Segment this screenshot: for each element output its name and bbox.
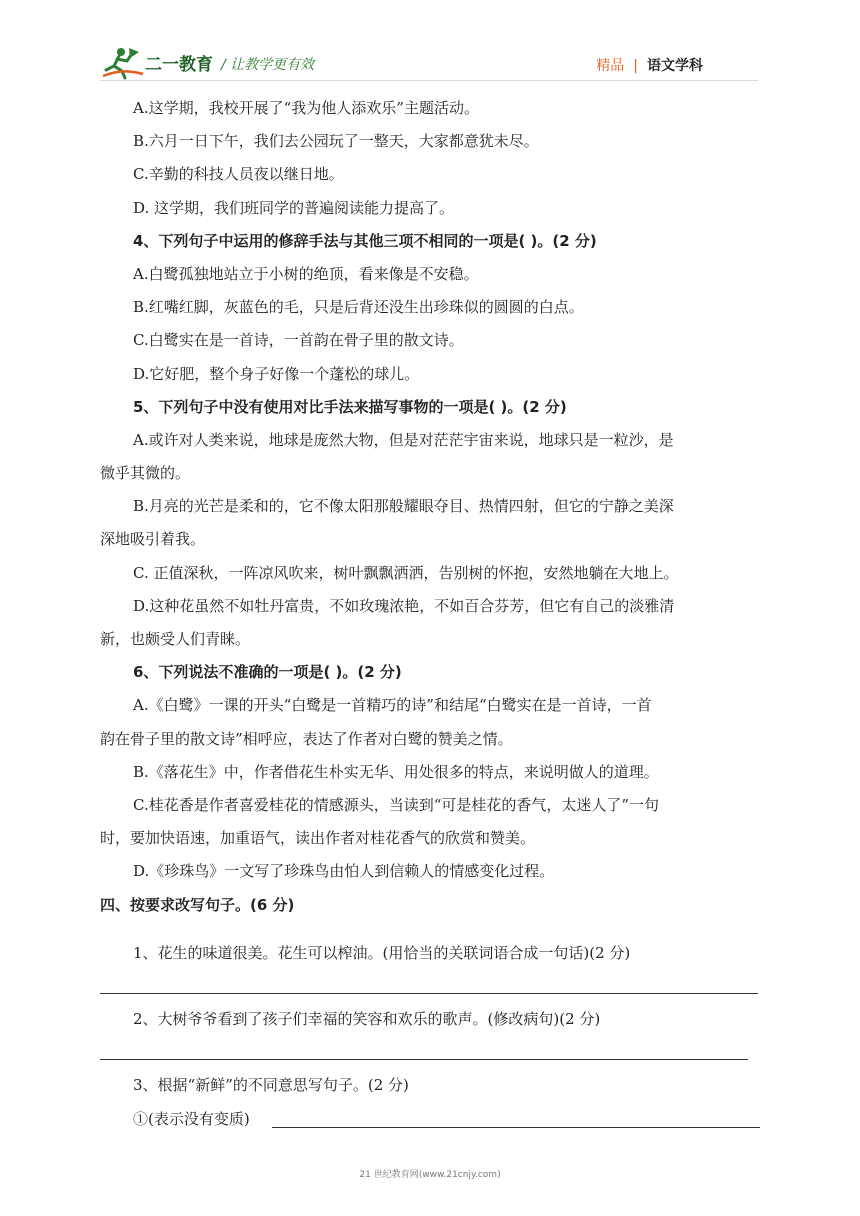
text-line: D. 这学期，我们班同学的普遍阅读能力提高了。 — [133, 198, 455, 217]
text-line: C. 正值深秋，一阵凉风吹来，树叶飘飘洒洒，告别树的怀抱，安然地躺在大地上。 — [133, 563, 679, 582]
text-line: C.桂花香是作者喜爱桂花的情感源头，当读到“可是桂花的香气，太迷人了”一句 — [133, 795, 660, 814]
section-heading: 四、按要求改写句子。(6 分) — [100, 895, 295, 914]
premium-label: 精品 — [596, 58, 625, 74]
answer-line-1[interactable] — [100, 993, 758, 994]
text-line: C.白鹭实在是一首诗，一首韵在骨子里的散文诗。 — [133, 331, 464, 350]
text-line: D.《珍珠鸟》一文写了珍珠鸟由怕人到信赖人的情感变化过程。 — [133, 862, 555, 881]
runner-icon — [103, 48, 143, 78]
slogan: / 让教学更有效 — [221, 57, 315, 73]
header-right — [596, 55, 703, 75]
question-stem: 5、下列句子中没有使用对比手法来描写事物的一项是( )。(2 分) — [133, 397, 567, 416]
text-line: D.这种花虽然不如牡丹富贵，不如玫瑰浓艳，不如百合芬芳，但它有自己的淡雅清 — [133, 596, 675, 615]
text-line: D.它好肥，整个身子好像一个蓬松的球儿。 — [133, 364, 420, 383]
rewrite-q2: 2、大树爷爷看到了孩子们幸福的笑容和欢乐的歌声。(修改病句)(2 分) — [133, 1010, 601, 1028]
text-line: A.或许对人类来说，地球是庞然大物，但是对茫茫宇宙来说，地球只是一粒沙，是 — [133, 430, 674, 449]
text-line: A.这学期，我校开展了“我为他人添欢乐”主题活动。 — [133, 99, 479, 117]
page-header — [0, 0, 860, 90]
question-stem: 4、下列句子中运用的修辞手法与其他三项不相同的一项是( )。(2 分) — [133, 231, 597, 250]
text-line: 韵在骨子里的散文诗”相呼应，表达了作者对白鹭的赞美之情。 — [100, 729, 513, 748]
text-line: B.六月一日下午，我们去公园玩了一整天，大家都意犹未尽。 — [133, 132, 539, 151]
logo — [103, 46, 233, 80]
text-line: 时，要加快语速，加重语气，读出作者对桂花香气的欣赏和赞美。 — [100, 829, 536, 848]
page-footer: 21 世纪教育网(www.21cnjy.com) — [359, 1170, 501, 1180]
rewrite-q3: 3、根据“新鲜”的不同意思写句子。(2 分) — [133, 1076, 409, 1094]
answer-line-3[interactable] — [272, 1127, 760, 1128]
rewrite-q3-item1: ①(表示没有变质) — [133, 1110, 250, 1128]
text-line: 深地吸引着我。 — [100, 530, 206, 549]
logo-text: 二一教育 — [145, 55, 213, 75]
question-stem: 6、下列说法不准确的一项是( )。(2 分) — [133, 663, 402, 682]
answer-line-2[interactable] — [100, 1059, 748, 1060]
text-line: A.《白鹭》一课的开头“白鹭是一首精巧的诗”和结尾“白鹭实在是一首诗，一首 — [133, 696, 652, 715]
text-line: B.红嘴红脚，灰蓝色的毛，只是后背还没生出珍珠似的圆圆的白点。 — [133, 298, 584, 317]
text-line: B.月亮的光芒是柔和的，它不像太阳那般耀眼夺目、热情四射，但它的宁静之美深 — [133, 497, 674, 516]
question-content — [100, 92, 760, 922]
text-line: B.《落花生》中，作者借花生朴实无华、用处很多的特点，来说明做人的道理。 — [133, 762, 659, 781]
rewrite-q1: 1、花生的味道很美。花生可以榨油。(用恰当的关联词语合成一句话)(2 分) — [133, 944, 631, 962]
text-line: 微乎其微的。 — [100, 464, 191, 483]
text-line: A.白鹭孤独地站立于小树的绝顶，看来像是不安稳。 — [133, 264, 479, 283]
text-line: 新，也颇受人们青睐。 — [100, 630, 251, 648]
subject-label: 语文学科 — [647, 58, 703, 74]
header-separator: | — [633, 58, 638, 74]
header-rule — [100, 80, 758, 81]
text-line: C.辛勤的科技人员夜以继日地。 — [133, 165, 344, 184]
